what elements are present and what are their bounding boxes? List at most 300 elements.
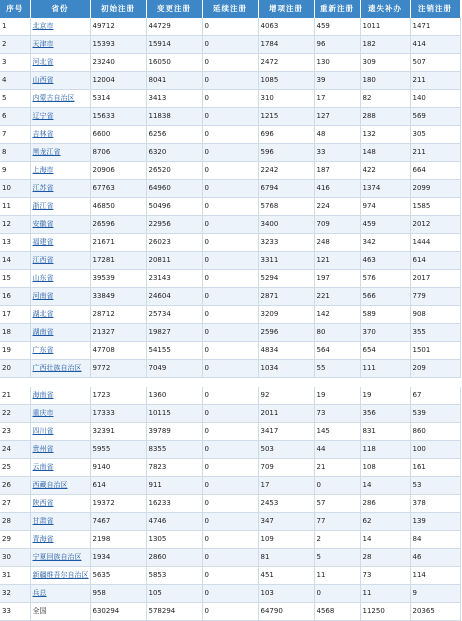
cell-re-registration: 4568 — [314, 603, 360, 621]
cell-change-registration: 50496 — [146, 198, 202, 216]
cell-cancellation: 139 — [410, 513, 460, 531]
cell-re-registration: 221 — [314, 288, 360, 306]
table-row — [0, 180, 460, 198]
cell-renewal-registration: 0 — [202, 306, 258, 324]
cell-initial-registration: 67763 — [90, 180, 146, 198]
cell-re-registration: 19 — [314, 387, 360, 405]
table-row — [0, 72, 460, 90]
cell-loss-replacement: 19 — [360, 387, 410, 405]
cell-initial-registration: 958 — [90, 585, 146, 603]
cell-index: 13 — [0, 234, 30, 252]
table-row — [0, 477, 460, 495]
cell-additional-registration: 81 — [258, 549, 314, 567]
table-row — [0, 531, 460, 549]
table-row — [0, 405, 460, 423]
cell-cancellation: 9 — [410, 585, 460, 603]
cell-cancellation: 305 — [410, 126, 460, 144]
cell-additional-registration: 2453 — [258, 495, 314, 513]
cell-cancellation: 211 — [410, 144, 460, 162]
table-row — [0, 342, 460, 360]
cell-initial-registration: 5314 — [90, 90, 146, 108]
cell-re-registration: 459 — [314, 18, 360, 36]
cell-province[interactable]: 内蒙古自治区 — [30, 90, 90, 108]
table-row — [0, 126, 460, 144]
cell-change-registration: 3413 — [146, 90, 202, 108]
cell-change-registration: 39789 — [146, 423, 202, 441]
cell-additional-registration: 709 — [258, 459, 314, 477]
header-renewal-registration: 延续注册 — [202, 0, 258, 18]
cell-change-registration: 4746 — [146, 513, 202, 531]
cell-re-registration: 33 — [314, 144, 360, 162]
cell-cancellation: 614 — [410, 252, 460, 270]
cell-province[interactable]: 贵州省 — [30, 441, 90, 459]
cell-cancellation: 209 — [410, 360, 460, 378]
table-row — [0, 216, 460, 234]
cell-renewal-registration: 0 — [202, 144, 258, 162]
cell-re-registration: 416 — [314, 180, 360, 198]
cell-cancellation: 2017 — [410, 270, 460, 288]
cell-cancellation: 378 — [410, 495, 460, 513]
cell-loss-replacement: 831 — [360, 423, 410, 441]
cell-renewal-registration: 0 — [202, 423, 258, 441]
cell-re-registration: 80 — [314, 324, 360, 342]
cell-loss-replacement: 148 — [360, 144, 410, 162]
cell-additional-registration: 1215 — [258, 108, 314, 126]
cell-renewal-registration: 0 — [202, 288, 258, 306]
header-initial-registration: 初始注册 — [90, 0, 146, 18]
cell-change-registration: 22956 — [146, 216, 202, 234]
cell-renewal-registration: 0 — [202, 72, 258, 90]
cell-cancellation: 20365 — [410, 603, 460, 621]
cell-re-registration: 248 — [314, 234, 360, 252]
cell-change-registration: 20811 — [146, 252, 202, 270]
cell-index: 1 — [0, 18, 30, 36]
cell-province[interactable]: 河北省 — [30, 54, 90, 72]
table-row — [0, 567, 460, 585]
cell-re-registration: 39 — [314, 72, 360, 90]
cell-renewal-registration: 0 — [202, 108, 258, 126]
cell-loss-replacement: 11 — [360, 585, 410, 603]
cell-loss-replacement: 180 — [360, 72, 410, 90]
cell-change-registration: 1360 — [146, 387, 202, 405]
cell-change-registration: 7823 — [146, 459, 202, 477]
cell-province[interactable]: 北京市 — [30, 18, 90, 36]
cell-loss-replacement: 28 — [360, 549, 410, 567]
cell-province[interactable]: 广西壮族自治区 — [30, 360, 90, 378]
cell-change-registration: 8355 — [146, 441, 202, 459]
cell-additional-registration: 3209 — [258, 306, 314, 324]
cell-province[interactable]: 江苏省 — [30, 180, 90, 198]
cell-initial-registration: 614 — [90, 477, 146, 495]
table-row — [0, 144, 460, 162]
cell-re-registration: 145 — [314, 423, 360, 441]
cell-cancellation: 414 — [410, 36, 460, 54]
cell-re-registration: 0 — [314, 477, 360, 495]
cell-renewal-registration: 0 — [202, 549, 258, 567]
cell-additional-registration: 5294 — [258, 270, 314, 288]
cell-index: 25 — [0, 459, 30, 477]
cell-renewal-registration: 0 — [202, 162, 258, 180]
cell-additional-registration: 310 — [258, 90, 314, 108]
cell-re-registration: 564 — [314, 342, 360, 360]
cell-additional-registration: 4834 — [258, 342, 314, 360]
header-cancellation: 注销注册 — [410, 0, 460, 18]
cell-additional-registration: 2596 — [258, 324, 314, 342]
cell-province[interactable]: 甘肃省 — [30, 513, 90, 531]
cell-change-registration: 6256 — [146, 126, 202, 144]
cell-loss-replacement: 182 — [360, 36, 410, 54]
cell-initial-registration: 33849 — [90, 288, 146, 306]
header-index: 序号 — [0, 0, 30, 18]
cell-initial-registration: 2198 — [90, 531, 146, 549]
cell-additional-registration: 1784 — [258, 36, 314, 54]
cell-additional-registration: 3400 — [258, 216, 314, 234]
cell-initial-registration: 5955 — [90, 441, 146, 459]
table-row — [0, 441, 460, 459]
cell-province[interactable]: 西藏自治区 — [30, 477, 90, 495]
cell-change-registration: 54155 — [146, 342, 202, 360]
table-row — [0, 585, 460, 603]
cell-cancellation: 2012 — [410, 216, 460, 234]
cell-loss-replacement: 62 — [360, 513, 410, 531]
cell-initial-registration: 17333 — [90, 405, 146, 423]
table-row — [0, 162, 460, 180]
cell-additional-registration: 4063 — [258, 18, 314, 36]
cell-index: 19 — [0, 342, 30, 360]
cell-province[interactable]: 江西省 — [30, 252, 90, 270]
cell-initial-registration: 49712 — [90, 18, 146, 36]
cell-loss-replacement: 288 — [360, 108, 410, 126]
table-row — [0, 387, 460, 405]
cell-initial-registration: 23240 — [90, 54, 146, 72]
cell-renewal-registration: 0 — [202, 405, 258, 423]
cell-change-registration: 911 — [146, 477, 202, 495]
cell-loss-replacement: 14 — [360, 477, 410, 495]
cell-renewal-registration: 0 — [202, 198, 258, 216]
cell-loss-replacement: 1374 — [360, 180, 410, 198]
cell-index: 12 — [0, 216, 30, 234]
cell-cancellation: 539 — [410, 405, 460, 423]
table-row — [0, 18, 460, 36]
cell-index: 20 — [0, 360, 30, 378]
cell-additional-registration: 696 — [258, 126, 314, 144]
cell-additional-registration: 103 — [258, 585, 314, 603]
header-loss-replacement: 遗失补办 — [360, 0, 410, 18]
cell-loss-replacement: 459 — [360, 216, 410, 234]
cell-additional-registration: 109 — [258, 531, 314, 549]
cell-renewal-registration: 0 — [202, 324, 258, 342]
cell-province[interactable]: 福建省 — [30, 234, 90, 252]
cell-province[interactable]: 广东省 — [30, 342, 90, 360]
cell-change-registration: 6320 — [146, 144, 202, 162]
cell-loss-replacement: 566 — [360, 288, 410, 306]
cell-cancellation: 161 — [410, 459, 460, 477]
cell-initial-registration: 21327 — [90, 324, 146, 342]
cell-cancellation: 569 — [410, 108, 460, 126]
cell-initial-registration: 1934 — [90, 549, 146, 567]
cell-index: 18 — [0, 324, 30, 342]
cell-loss-replacement: 132 — [360, 126, 410, 144]
cell-loss-replacement: 73 — [360, 567, 410, 585]
cell-province[interactable]: 陕西省 — [30, 495, 90, 513]
header-additional-registration: 增项注册 — [258, 0, 314, 18]
table-row — [0, 288, 460, 306]
cell-province[interactable]: 山西省 — [30, 72, 90, 90]
cell-renewal-registration: 0 — [202, 585, 258, 603]
cell-re-registration: 48 — [314, 126, 360, 144]
table-page-gap-cell — [0, 378, 460, 388]
cell-renewal-registration: 0 — [202, 495, 258, 513]
cell-re-registration: 73 — [314, 405, 360, 423]
cell-index: 9 — [0, 162, 30, 180]
cell-renewal-registration: 0 — [202, 459, 258, 477]
cell-change-registration: 1305 — [146, 531, 202, 549]
cell-index: 23 — [0, 423, 30, 441]
cell-re-registration: 709 — [314, 216, 360, 234]
cell-province[interactable]: 湖北省 — [30, 306, 90, 324]
cell-index: 29 — [0, 531, 30, 549]
cell-re-registration: 121 — [314, 252, 360, 270]
cell-province[interactable]: 浙江省 — [30, 198, 90, 216]
cell-province[interactable]: 青海省 — [30, 531, 90, 549]
cell-cancellation: 140 — [410, 90, 460, 108]
cell-province[interactable]: 兵总 — [30, 585, 90, 603]
table-body — [0, 18, 460, 621]
cell-change-registration: 105 — [146, 585, 202, 603]
cell-renewal-registration: 0 — [202, 234, 258, 252]
cell-initial-registration: 5635 — [90, 567, 146, 585]
table-row — [0, 234, 460, 252]
cell-cancellation: 1444 — [410, 234, 460, 252]
cell-index: 4 — [0, 72, 30, 90]
cell-cancellation: 114 — [410, 567, 460, 585]
cell-initial-registration: 32391 — [90, 423, 146, 441]
cell-renewal-registration: 0 — [202, 270, 258, 288]
table-row — [0, 459, 460, 477]
cell-index: 30 — [0, 549, 30, 567]
cell-change-registration: 64960 — [146, 180, 202, 198]
cell-renewal-registration: 0 — [202, 387, 258, 405]
table-row — [0, 513, 460, 531]
cell-province[interactable]: 四川省 — [30, 423, 90, 441]
cell-renewal-registration: 0 — [202, 36, 258, 54]
cell-loss-replacement: 1011 — [360, 18, 410, 36]
cell-change-registration: 11838 — [146, 108, 202, 126]
cell-additional-registration: 596 — [258, 144, 314, 162]
cell-initial-registration: 8706 — [90, 144, 146, 162]
cell-renewal-registration: 0 — [202, 531, 258, 549]
cell-index: 6 — [0, 108, 30, 126]
cell-loss-replacement: 974 — [360, 198, 410, 216]
cell-additional-registration: 3311 — [258, 252, 314, 270]
cell-additional-registration: 5768 — [258, 198, 314, 216]
cell-re-registration: 130 — [314, 54, 360, 72]
table-row — [0, 108, 460, 126]
cell-re-registration: 142 — [314, 306, 360, 324]
cell-additional-registration: 17 — [258, 477, 314, 495]
cell-cancellation: 355 — [410, 324, 460, 342]
cell-initial-registration: 630294 — [90, 603, 146, 621]
cell-cancellation: 211 — [410, 72, 460, 90]
cell-re-registration: 11 — [314, 567, 360, 585]
table-row — [0, 360, 460, 378]
cell-index: 14 — [0, 252, 30, 270]
cell-change-registration: 16050 — [146, 54, 202, 72]
cell-renewal-registration: 0 — [202, 54, 258, 72]
cell-re-registration: 17 — [314, 90, 360, 108]
cell-loss-replacement: 309 — [360, 54, 410, 72]
cell-change-registration: 44729 — [146, 18, 202, 36]
cell-province[interactable]: 天津市 — [30, 36, 90, 54]
cell-renewal-registration: 0 — [202, 180, 258, 198]
cell-renewal-registration: 0 — [202, 252, 258, 270]
cell-cancellation: 779 — [410, 288, 460, 306]
cell-index: 24 — [0, 441, 30, 459]
cell-change-registration: 19827 — [146, 324, 202, 342]
cell-initial-registration: 1723 — [90, 387, 146, 405]
cell-loss-replacement: 11250 — [360, 603, 410, 621]
cell-province[interactable]: 云南省 — [30, 459, 90, 477]
cell-index: 31 — [0, 567, 30, 585]
cell-renewal-registration: 0 — [202, 513, 258, 531]
cell-index: 27 — [0, 495, 30, 513]
cell-re-registration: 197 — [314, 270, 360, 288]
cell-cancellation: 67 — [410, 387, 460, 405]
cell-province[interactable]: 新疆维吾尔自治区 — [30, 567, 90, 585]
cell-province[interactable]: 吉林省 — [30, 126, 90, 144]
cell-index: 16 — [0, 288, 30, 306]
table-row — [0, 495, 460, 513]
header-province: 省份 — [30, 0, 90, 18]
cell-loss-replacement: 589 — [360, 306, 410, 324]
cell-additional-registration: 1085 — [258, 72, 314, 90]
cell-additional-registration: 3233 — [258, 234, 314, 252]
cell-index: 10 — [0, 180, 30, 198]
cell-initial-registration: 15393 — [90, 36, 146, 54]
cell-index: 22 — [0, 405, 30, 423]
cell-initial-registration: 47708 — [90, 342, 146, 360]
cell-province[interactable]: 海南省 — [30, 387, 90, 405]
cell-initial-registration: 9772 — [90, 360, 146, 378]
cell-additional-registration: 6794 — [258, 180, 314, 198]
cell-renewal-registration: 0 — [202, 441, 258, 459]
cell-additional-registration: 3417 — [258, 423, 314, 441]
table-row — [0, 270, 460, 288]
table-row — [0, 306, 460, 324]
cell-renewal-registration: 0 — [202, 126, 258, 144]
cell-loss-replacement: 108 — [360, 459, 410, 477]
cell-loss-replacement: 356 — [360, 405, 410, 423]
cell-initial-registration: 26596 — [90, 216, 146, 234]
cell-index: 11 — [0, 198, 30, 216]
cell-initial-registration: 9140 — [90, 459, 146, 477]
cell-index: 3 — [0, 54, 30, 72]
cell-re-registration: 55 — [314, 360, 360, 378]
cell-additional-registration: 2871 — [258, 288, 314, 306]
cell-initial-registration: 7467 — [90, 513, 146, 531]
cell-index: 21 — [0, 387, 30, 405]
cell-index: 17 — [0, 306, 30, 324]
cell-province[interactable]: 湖南省 — [30, 324, 90, 342]
cell-change-registration: 15914 — [146, 36, 202, 54]
cell-province[interactable]: 安徽省 — [30, 216, 90, 234]
cell-renewal-registration: 0 — [202, 567, 258, 585]
cell-loss-replacement: 463 — [360, 252, 410, 270]
cell-index: 15 — [0, 270, 30, 288]
cell-province[interactable]: 山东省 — [30, 270, 90, 288]
cell-cancellation: 84 — [410, 531, 460, 549]
cell-loss-replacement: 370 — [360, 324, 410, 342]
table-header-row — [0, 0, 460, 18]
cell-change-registration: 2860 — [146, 549, 202, 567]
cell-renewal-registration: 0 — [202, 18, 258, 36]
cell-initial-registration: 15633 — [90, 108, 146, 126]
cell-province[interactable]: 辽宁省 — [30, 108, 90, 126]
cell-loss-replacement: 14 — [360, 531, 410, 549]
cell-additional-registration: 2011 — [258, 405, 314, 423]
cell-change-registration: 10115 — [146, 405, 202, 423]
cell-initial-registration: 28712 — [90, 306, 146, 324]
cell-index: 7 — [0, 126, 30, 144]
cell-province[interactable]: 上海市 — [30, 162, 90, 180]
cell-cancellation: 1471 — [410, 18, 460, 36]
cell-re-registration: 44 — [314, 441, 360, 459]
cell-index: 33 — [0, 603, 30, 621]
cell-loss-replacement: 576 — [360, 270, 410, 288]
cell-cancellation: 507 — [410, 54, 460, 72]
table-row — [0, 324, 460, 342]
cell-re-registration: 224 — [314, 198, 360, 216]
cell-change-registration: 16233 — [146, 495, 202, 513]
cell-index: 2 — [0, 36, 30, 54]
cell-initial-registration: 39539 — [90, 270, 146, 288]
cell-initial-registration: 19372 — [90, 495, 146, 513]
cell-index: 26 — [0, 477, 30, 495]
cell-additional-registration: 92 — [258, 387, 314, 405]
cell-initial-registration: 21671 — [90, 234, 146, 252]
cell-re-registration: 21 — [314, 459, 360, 477]
cell-re-registration: 187 — [314, 162, 360, 180]
cell-cancellation: 1501 — [410, 342, 460, 360]
cell-change-registration: 26023 — [146, 234, 202, 252]
cell-additional-registration: 503 — [258, 441, 314, 459]
cell-cancellation: 664 — [410, 162, 460, 180]
table-row — [0, 549, 460, 567]
cell-index: 28 — [0, 513, 30, 531]
table-row — [0, 36, 460, 54]
cell-cancellation: 2099 — [410, 180, 460, 198]
header-change-registration: 变更注册 — [146, 0, 202, 18]
table-row — [0, 198, 460, 216]
cell-province[interactable]: 黑龙江省 — [30, 144, 90, 162]
cell-change-registration: 5853 — [146, 567, 202, 585]
cell-loss-replacement: 422 — [360, 162, 410, 180]
cell-change-registration: 7049 — [146, 360, 202, 378]
cell-cancellation: 908 — [410, 306, 460, 324]
cell-re-registration: 96 — [314, 36, 360, 54]
table-page-gap — [0, 378, 460, 388]
cell-province[interactable]: 重庆市 — [30, 405, 90, 423]
cell-index: 32 — [0, 585, 30, 603]
cell-renewal-registration: 0 — [202, 360, 258, 378]
cell-initial-registration: 12004 — [90, 72, 146, 90]
cell-change-registration: 8041 — [146, 72, 202, 90]
cell-index: 5 — [0, 90, 30, 108]
table-row — [0, 90, 460, 108]
cell-province[interactable]: 河南省 — [30, 288, 90, 306]
cell-province[interactable]: 宁夏回族自治区 — [30, 549, 90, 567]
cell-cancellation: 46 — [410, 549, 460, 567]
